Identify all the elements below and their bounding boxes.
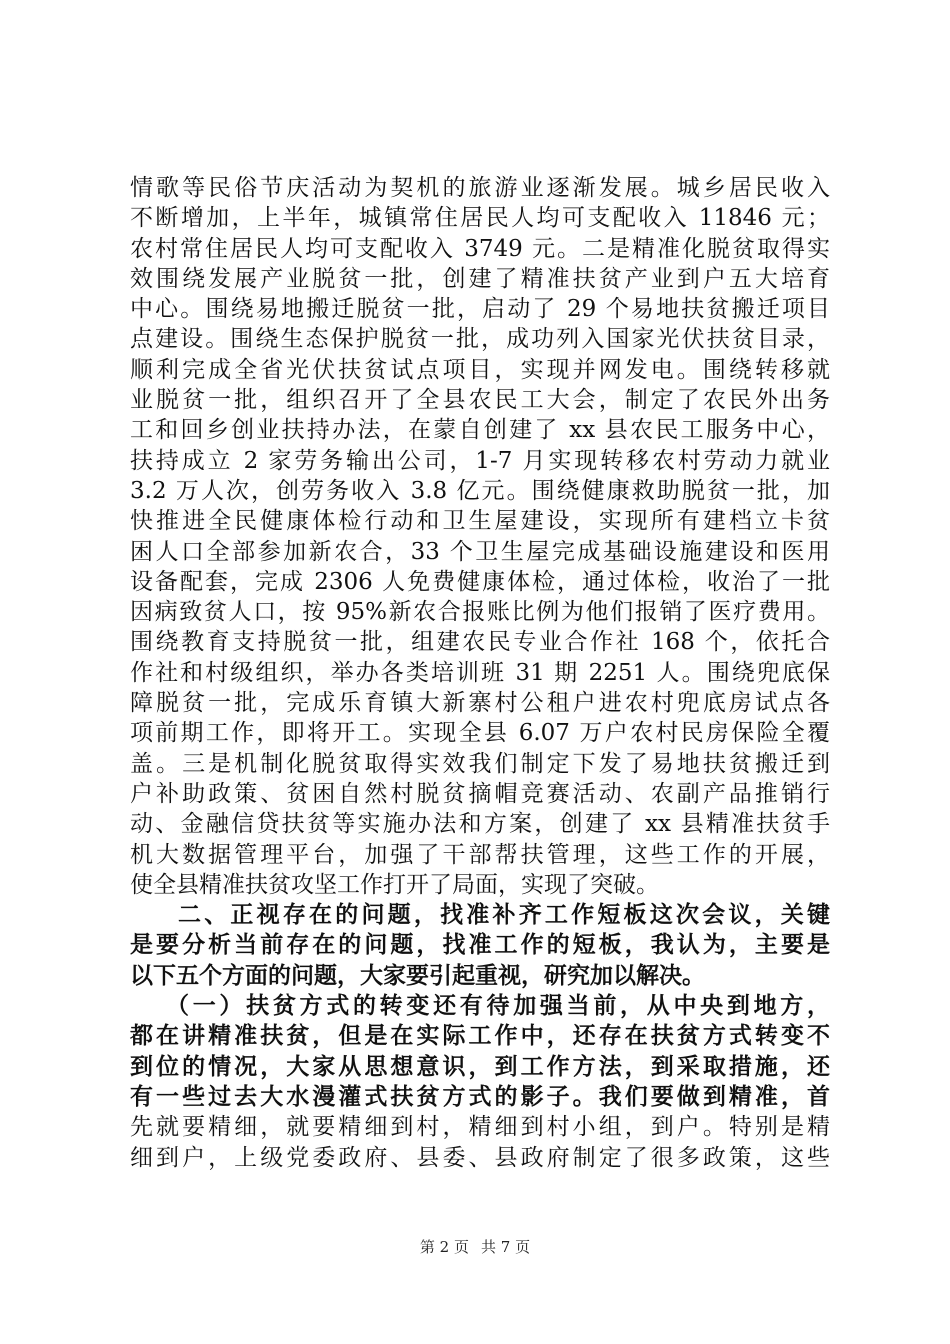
text-line: 因病致贫人口，按 95%新农合报账比例为他们报销了医疗费用。 — [130, 599, 830, 626]
text-line: 户补助政策、贫困自然村脱贫摘帽竞赛活动、农副产品推销行 — [130, 780, 830, 807]
text-line: 盖。三是机制化脱贫取得实效我们制定下发了易地扶贫搬迁到 — [130, 750, 830, 777]
text-line: 点建设。围绕生态保护脱贫一批，成功列入国家光伏扶贫目录， — [130, 326, 830, 353]
text-line: 使全县精准扶贫攻坚工作打开了局面，实现了突破。 — [130, 871, 659, 898]
text-line: 情歌等民俗节庆活动为契机的旅游业逐渐发展。城乡居民收入 — [130, 175, 830, 201]
document-body — [130, 173, 830, 1173]
page-total: 共 7 页 — [481, 1238, 531, 1256]
section-heading-line: 以下五个方面的问题，大家要引起重视，研究加以解决。 — [130, 961, 705, 989]
text-line: 动、金融信贷扶贫等实施办法和方案，创建了 xx 县精准扶贫手 — [130, 811, 830, 838]
text-line: 农村常住居民人均可支配收入 3749 元。二是精准化脱贫取得实 — [130, 235, 830, 262]
text-line: 都在讲精准扶贫，但是在实际工作中，还存在扶贫方式转变不 — [130, 1022, 830, 1050]
text-line: 顺利完成全省光伏扶贫试点项目，实现并网发电。围绕转移就 — [130, 356, 830, 383]
section-heading-line: 是要分析当前存在的问题，找准工作的短板，我认为，主要是 — [130, 931, 830, 959]
section-heading-line: 二、正视存在的问题，找准补齐工作短板这次会议，关键 — [178, 901, 830, 929]
text-line: 不断增加，上半年，城镇常住居民人均可支配收入 11846 元； — [130, 205, 830, 232]
text-line: 设备配套，完成 2306 人免费健康体检，通过体检，收治了一批 — [130, 568, 830, 595]
text-line: 机大数据管理平台，加强了干部帮扶管理，这些工作的开展， — [130, 841, 830, 868]
text-line: 到位的情况，大家从思想意识，到工作方法，到采取措施，还 — [130, 1052, 830, 1080]
text-line: 效围绕发展产业脱贫一批，创建了精准扶贫产业到户五大培育 — [130, 265, 830, 292]
text-line: 有一些过去大水漫灌式扶贫方式的影子。我们要做到精准，首 — [130, 1082, 830, 1110]
page-footer — [0, 1236, 950, 1257]
text-line: 困人口全部参加新农合，33 个卫生屋完成基础设施建设和医用 — [130, 538, 830, 565]
text-line: 3.2 万人次，创劳务收入 3.8 亿元。围绕健康救助脱贫一批，加 — [130, 477, 830, 504]
text-line: 快推进全民健康体检行动和卫生屋建设，实现所有建档立卡贫 — [130, 508, 830, 535]
text-line: 细到户，上级党委政府、县委、县政府制定了很多政策，这些 — [130, 1144, 830, 1171]
text-line: 项前期工作，即将开工。实现全县 6.07 万户农村民房保险全覆 — [130, 720, 830, 747]
text-line: 障脱贫一批，完成乐育镇大新寨村公租户进农村兜底房试点各 — [130, 690, 830, 717]
text-line: 工和回乡创业扶持办法，在蒙自创建了 xx 县农民工服务中心， — [130, 417, 830, 444]
text-line: 扶持成立 2 家劳务输出公司，1-7 月实现转移农村劳动力就业 — [130, 447, 830, 474]
text-line: 先就要精细，就要精细到村，精细到村小组，到户。特别是精 — [130, 1114, 830, 1141]
text-line: 业脱贫一批，组织召开了全县农民工大会，制定了农民外出务 — [130, 387, 830, 414]
page-number: 第 2 页 — [419, 1238, 469, 1256]
text-line: 中心。围绕易地搬迁脱贫一批，启动了 29 个易地扶贫搬迁项目 — [130, 296, 830, 323]
text-line: 作社和村级组织，举办各类培训班 31 期 2251 人。围绕兜底保 — [130, 659, 830, 686]
subsection-heading-line: （一）扶贫方式的转变还有待加强当前，从中央到地方， — [166, 992, 830, 1020]
text-line: 围绕教育支持脱贫一批，组建农民专业合作社 168 个，依托合 — [130, 629, 830, 656]
